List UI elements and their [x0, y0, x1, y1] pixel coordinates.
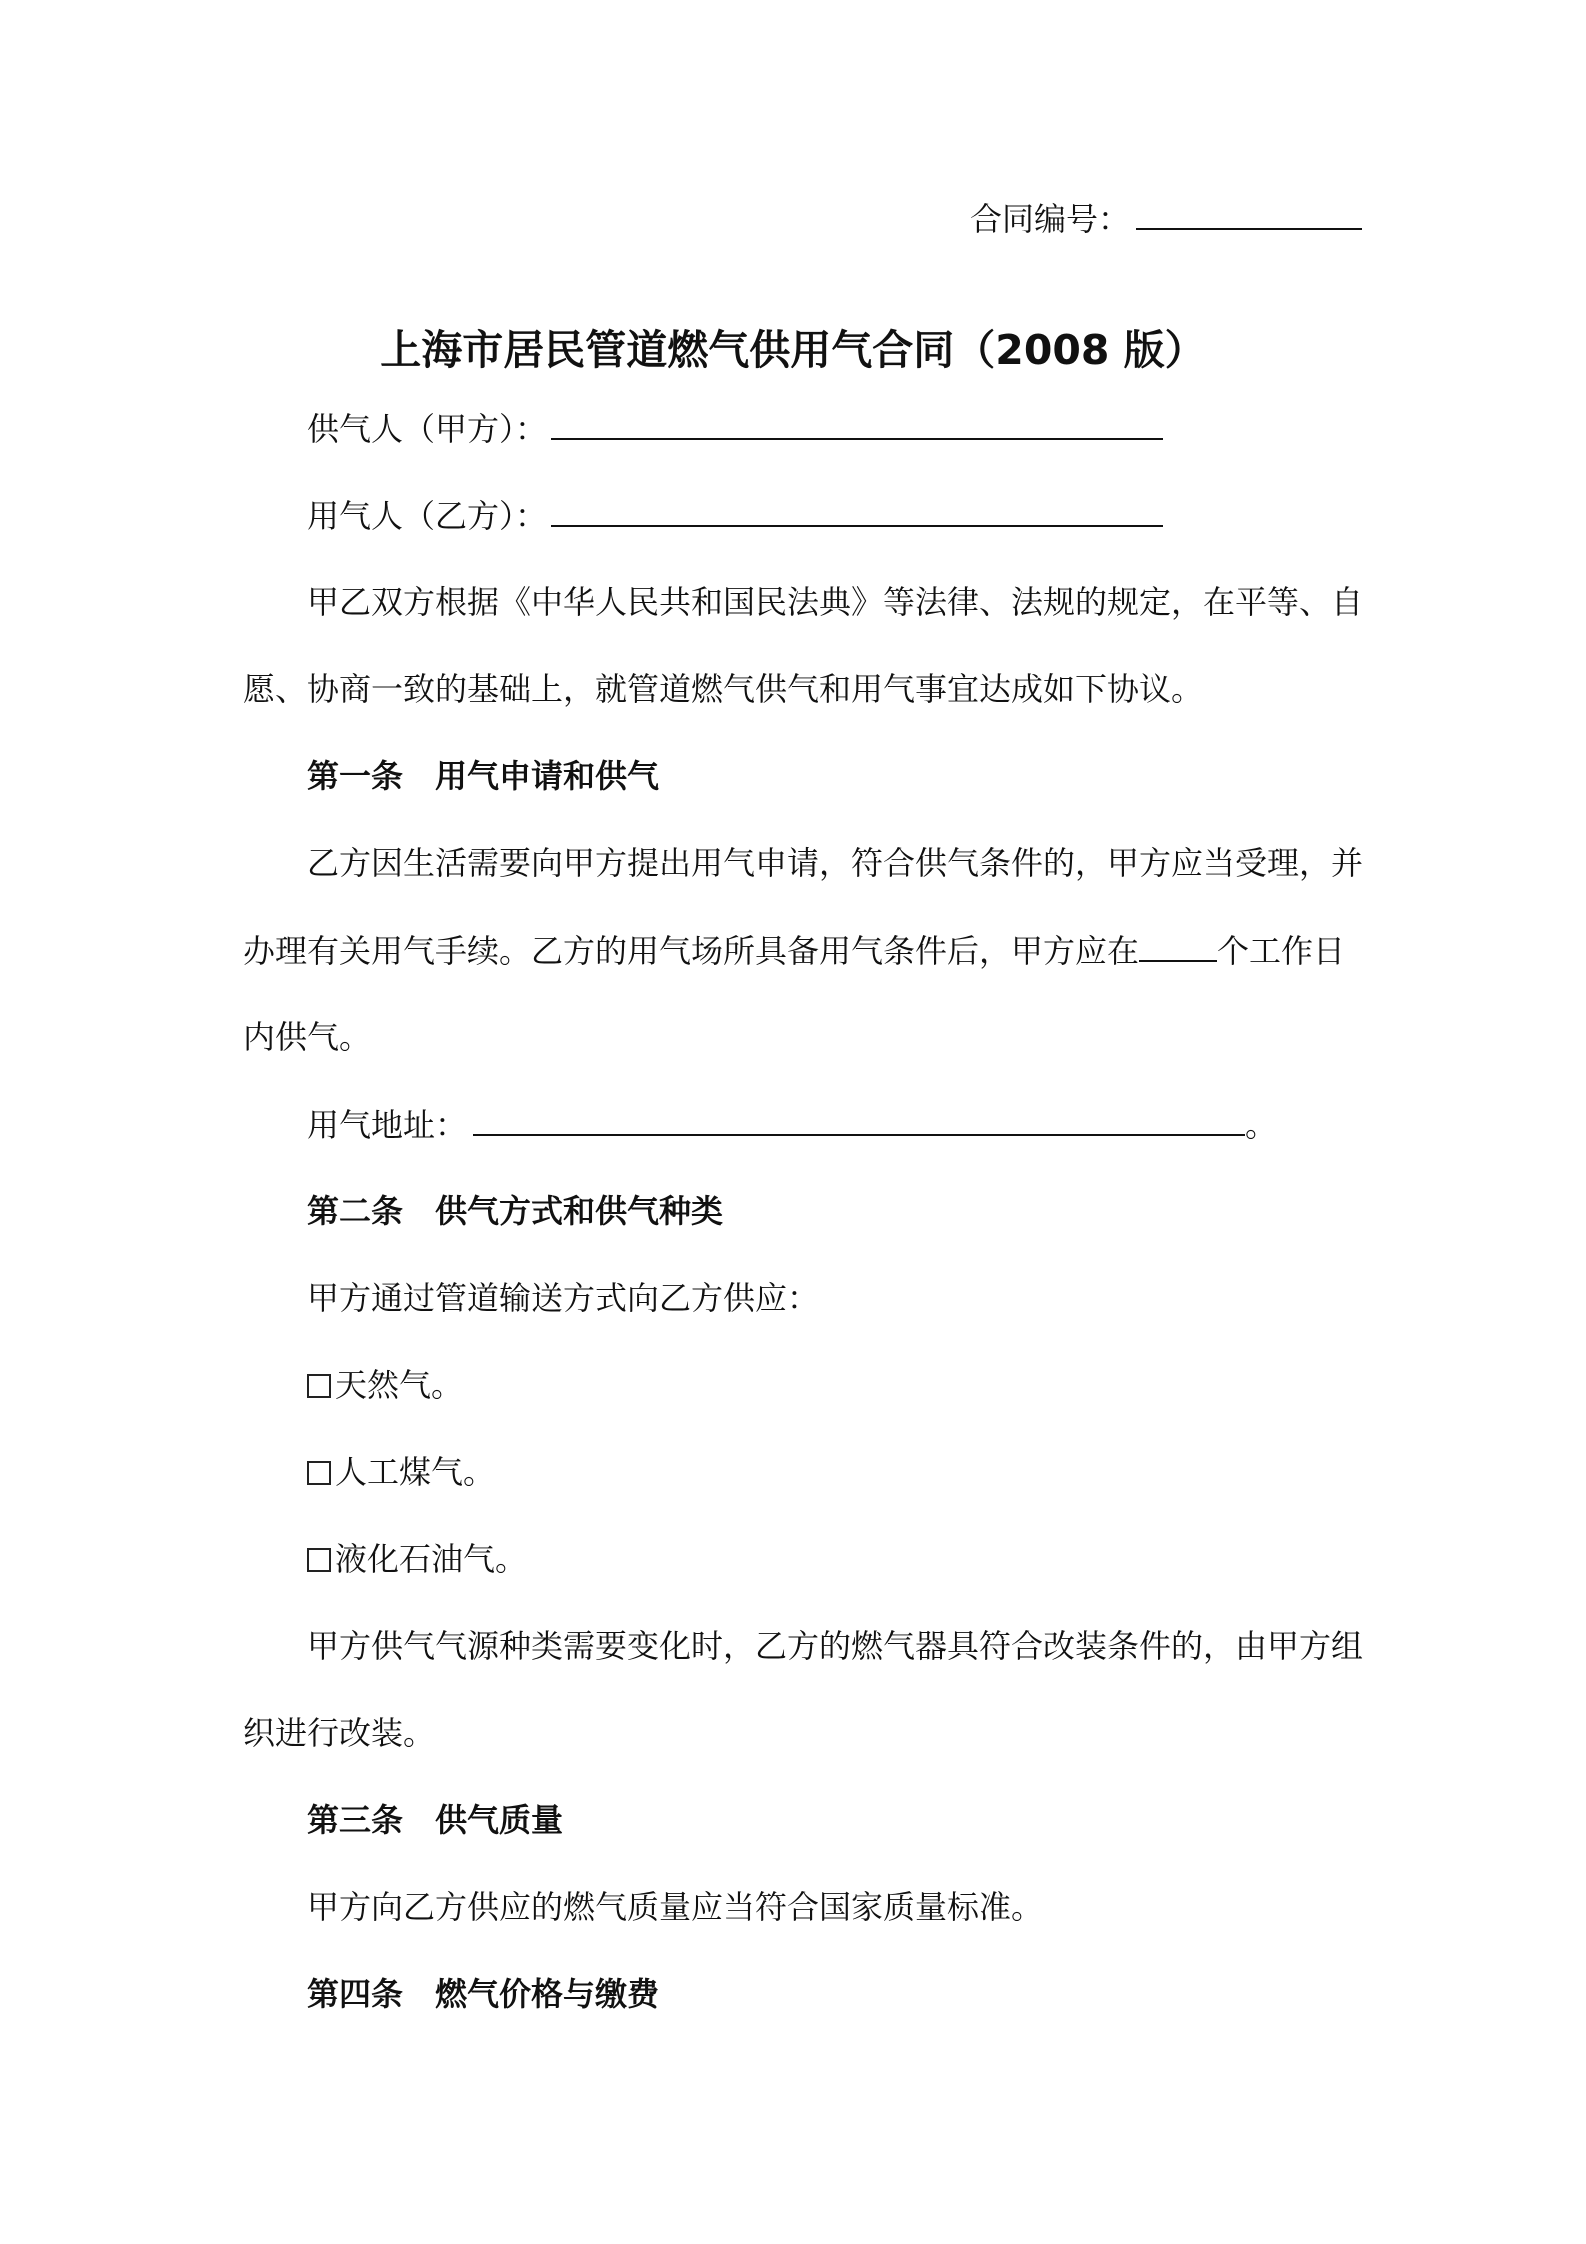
article-2-line-2: 织进行改装。: [243, 1714, 436, 1752]
supplier-label: 供气人（甲方）：: [307, 410, 548, 448]
article-1-line-2-before: 办理有关用气手续。乙方的用气场所具备用气条件后，甲方应在: [243, 932, 1140, 970]
option-natural-gas-label: 天然气。: [335, 1366, 464, 1404]
article-4-title: 燃气价格与缴费: [435, 1975, 660, 2013]
preamble-line-2: 愿、协商一致的基础上，就管道燃气供气和用气事宜达成如下协议。: [243, 670, 1204, 708]
article-1-line-2: [243, 930, 1345, 970]
address-label: 用气地址：: [307, 1106, 468, 1144]
user-row: [307, 495, 1163, 535]
article-3-text: 甲方向乙方供应的燃气质量应当符合国家质量标准。: [307, 1888, 1044, 1926]
article-3-title: 供气质量: [435, 1801, 564, 1839]
article-1-heading: [307, 756, 659, 796]
article-1-line-2-after: 个工作日: [1217, 932, 1346, 970]
user-label: 用气人（乙方）：: [307, 497, 548, 535]
supplier-blank: [551, 408, 1163, 440]
contract-number-row: [970, 198, 1362, 238]
natural-gas-checkbox[interactable]: [307, 1374, 331, 1398]
option-lpg: [307, 1539, 527, 1579]
preamble-line-1: 甲乙双方根据《中华人民共和国民法典》等法律、法规的规定，在平等、自: [307, 583, 1364, 621]
article-1-number: 第一条: [307, 757, 404, 795]
article-2-intro: 甲方通过管道输送方式向乙方供应：: [307, 1279, 820, 1317]
article-4-heading: [307, 1974, 659, 2014]
address-end: 。: [1245, 1106, 1278, 1144]
coal-gas-checkbox[interactable]: [307, 1461, 331, 1485]
option-coal-gas-label: 人工煤气。: [335, 1453, 496, 1491]
article-2-line-1: 甲方供气气源种类需要变化时，乙方的燃气器具符合改装条件的，由甲方组: [307, 1627, 1364, 1665]
user-blank: [551, 495, 1163, 527]
article-3-heading: [307, 1800, 563, 1840]
article-3-number: 第三条: [307, 1801, 404, 1839]
article-2-heading: [307, 1191, 723, 1231]
document-title: 上海市居民管道燃气供用气合同（2008 版）: [380, 326, 1206, 374]
article-4-number: 第四条: [307, 1975, 404, 2013]
address-row: [307, 1104, 1277, 1144]
lpg-checkbox[interactable]: [307, 1548, 331, 1572]
option-lpg-label: 液化石油气。: [335, 1540, 528, 1578]
article-1-line-1: 乙方因生活需要向甲方提出用气申请，符合供气条件的，甲方应当受理，并: [307, 844, 1364, 882]
address-blank: [473, 1104, 1245, 1136]
workdays-blank: [1139, 930, 1217, 962]
contract-number-label: 合同编号：: [970, 200, 1131, 238]
option-natural-gas: [307, 1365, 463, 1405]
article-1-title: 用气申请和供气: [435, 757, 660, 795]
supplier-row: [307, 408, 1163, 448]
article-2-number: 第二条: [307, 1192, 404, 1230]
contract-number-blank: [1136, 198, 1362, 230]
article-1-line-3: 内供气。: [243, 1018, 372, 1056]
article-2-title: 供气方式和供气种类: [435, 1192, 724, 1230]
option-coal-gas: [307, 1452, 495, 1492]
